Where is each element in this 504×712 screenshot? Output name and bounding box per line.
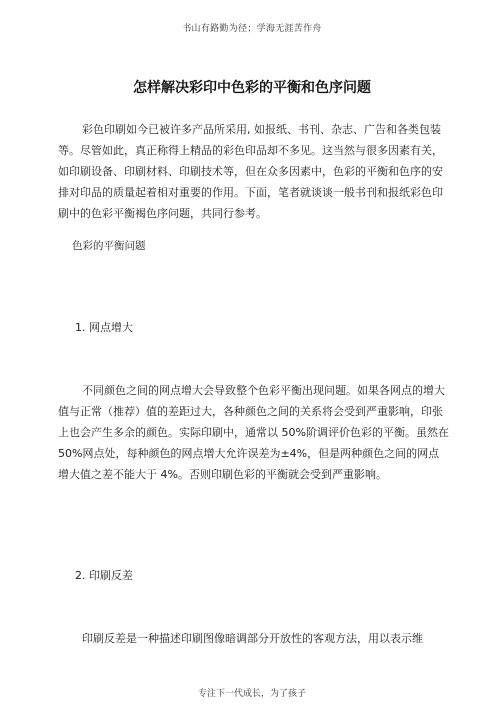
dot-gain-paragraph: 不同颜色之间的网点增大会导致整个色彩平衡出现问题。如果各网点的增大值与正常（推荐）值的差距过大，各种颜色之间的关系将会受到严重影响，印张上也会产生多余的颜色。实际印刷中，通常以 50%阶调评价色彩的平衡。虽然在 50%网点处，每种颜色的网点增大允许误差为±4%，但是两种颜色之间的网点增大值之差不能大于 4%。否则印刷色彩的平衡就会受到严重影响。 — [58, 384, 449, 481]
page-header: 书山有路勤为径；学海无涯苦作舟 — [182, 24, 322, 34]
page-footer: 专注下一代成长，为了孩子 — [197, 689, 306, 699]
subsection-heading-dot-gain: 1. 网点增大 — [75, 321, 133, 334]
print-contrast-paragraph: 印刷反差是一种描述印刷图像暗调部分开放性的客观方法，用以表示维 — [82, 632, 423, 645]
subsection-heading-print-contrast: 2. 印刷反差 — [75, 569, 133, 582]
section-heading-color-balance: 色彩的平衡问题 — [72, 240, 146, 252]
document-title: 怎样解决彩印中色彩的平衡和色序问题 — [133, 80, 371, 96]
intro-paragraph: 彩色印刷如今已被许多产品所采用, 如报纸、书刊、杂志、广告和各类包装等。尽管如此，真正称得上精品的彩色印品却不多见。这当然与很多因素有关，如印刷设备、印刷材料、印刷技术等，但在众多因素中，色彩的平衡和色序的安排对印品的质量起着相对重要的作用。下面，笔者就谈谈一般书刊和报纸彩色印刷中的色彩平衡褐色序问题，共同行参考。 — [58, 123, 443, 220]
